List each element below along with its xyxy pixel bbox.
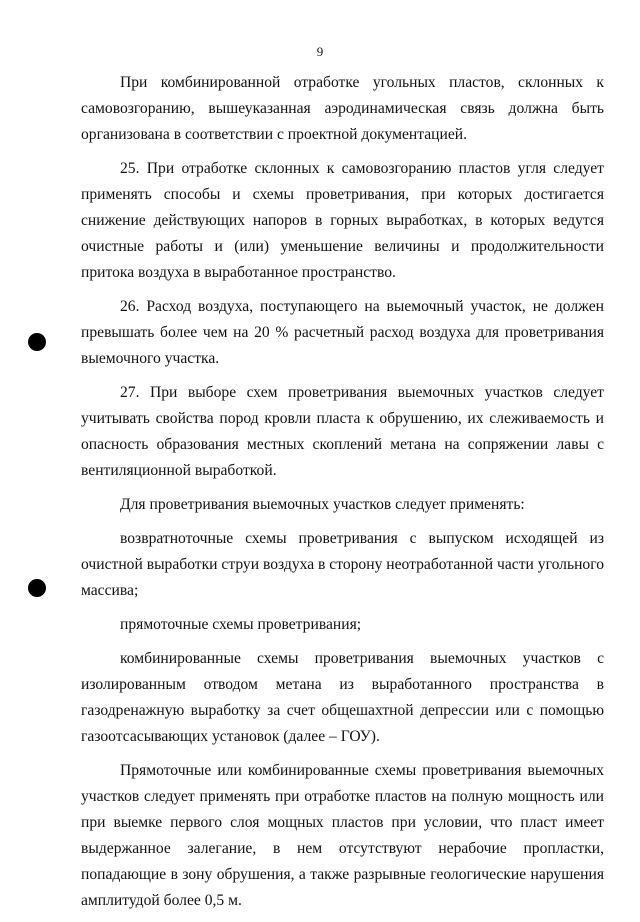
paragraph-item-26: 26. Расход воздуха, поступающего на выемочный участок, не должен превышать более чем на 20 % расчетный расход воздуха для проветривания выемочного участка. <box>81 298 604 367</box>
paragraph-item-25: 25. При отработке склонных к самовозгоранию пластов угля следует применять способы и схемы проветривания, при которых достигается снижение действующих напоров в горных выработках, в которых ведутся очистные работы и (или) уменьшение величины и продолжительности притока воздуха в выработанное пространство. <box>81 160 604 281</box>
punch-hole-mark <box>28 579 46 597</box>
punch-hole-mark <box>28 333 46 351</box>
paragraph-direct-flow-conditions: Прямоточные или комбинированные схемы проветривания выемочных участков следует применять при отработке пластов на полную мощность или при выемке первого слоя мощных пластов при условии, что пласт имеет выдержанное залегание, в нем отсутствуют нерабочие пропластки, попадающие в зону обрушения, а также разрывные геологические нарушения амплитудой более 0,5 м. <box>81 762 604 909</box>
paragraph-ventilation-intro: Для проветривания выемочных участков следует применять: <box>120 496 525 513</box>
page-number: 9 <box>316 44 324 59</box>
list-item-return-flow-schemes: возвратноточные схемы проветривания с выпуском исходящей из очистной выработки струи воздуха в сторону неотработанной части угольного массива; <box>81 530 605 599</box>
list-item-direct-flow-schemes: прямоточные схемы проветривания; <box>120 616 362 633</box>
list-item-combined-schemes: комбинированные схемы проветривания выемочных участков с изолированным отводом метана из выработанного пространства в газодренажную выработку за счет общешахтной депрессии или с помощью газоотсасывающих установок (далее – ГОУ). <box>81 650 604 745</box>
paragraph-combined-mining: При комбинированной отработке угольных пластов, склонных к самовозгоранию, вышеуказанная аэродинамическая связь должна быть организована в соответствии с проектной документацией. <box>81 74 604 143</box>
paragraph-item-27: 27. При выборе схем проветривания выемочных участков следует учитывать свойства пород кровли пласта к обрушению, их слеживаемость и опасность образования местных скоплений метана на сопряжении лавы с вентиляционной выработкой. <box>81 384 604 479</box>
document-body <box>81 70 604 922</box>
